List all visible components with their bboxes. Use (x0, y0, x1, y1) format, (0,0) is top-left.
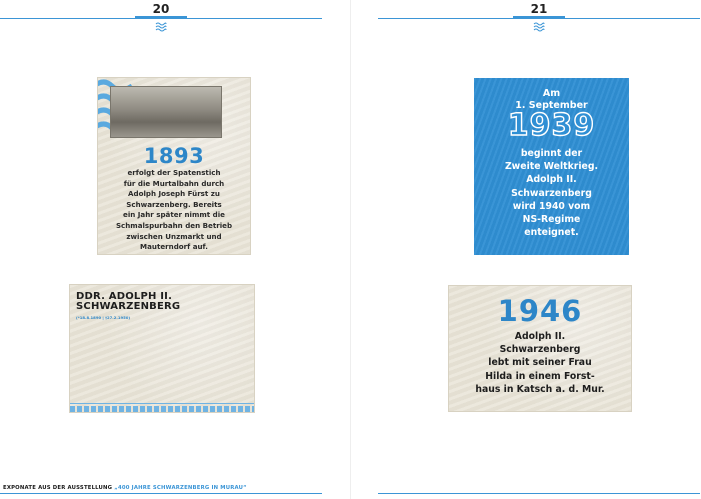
text-line: Zweite Weltkrieg. (504, 161, 599, 173)
text-line: Mauterndorf auf. (140, 242, 208, 252)
text-line: Schwarzenberg (511, 187, 592, 199)
title-line: SCHWARZENBERG (76, 301, 181, 312)
page-number: 20 (152, 2, 170, 16)
exhibit-card-1939 (474, 78, 629, 255)
text-line: Hilda in einem Forst- (485, 370, 595, 382)
year-heading: 1946 (497, 294, 583, 328)
text-line: NS-Regime (522, 214, 581, 226)
text-line: 1. September (515, 100, 588, 111)
text-line: Schwarzenberg (499, 344, 581, 356)
text-line: erfolgt der Spatenstich (127, 168, 221, 177)
year-heading: 1893 (143, 144, 205, 168)
stripe-decoration (70, 406, 254, 412)
text-line: lebt mit seiner Frau (488, 357, 592, 369)
footer-rule (378, 493, 700, 494)
footer-rule (0, 493, 322, 494)
text-line: ein Jahr später nimmt die (123, 210, 225, 220)
text-line: Schmalspurbahn den Betrieb (115, 220, 233, 230)
card-title (76, 292, 251, 312)
life-dates: (*18.8.1890 | †27.2.1950) (76, 315, 131, 320)
page-number: 21 (530, 2, 548, 16)
exhibit-card-1946 (449, 286, 631, 411)
text-line: Adolph Joseph Fürst zu (128, 189, 220, 199)
text-line: Schwarzenberg. Bereits (126, 199, 222, 209)
wave-logo-icon (533, 21, 545, 33)
card-text (104, 168, 244, 253)
page-number-bar (513, 16, 565, 19)
text-line: zwischen Unzmarkt und (126, 231, 222, 241)
footer (3, 485, 247, 491)
card-text (453, 330, 627, 396)
divider (70, 403, 254, 404)
footer-highlight: „400 JAHRE SCHWARZENBERG IN MURAU“ (114, 485, 247, 491)
historic-photo (110, 86, 222, 138)
wave-logo-icon (155, 21, 167, 33)
year-heading: 1939 (507, 108, 596, 143)
text-line: wird 1940 vom (512, 200, 591, 212)
text-line: Adolph II. (526, 174, 577, 186)
text-line: beginnt der (520, 148, 583, 159)
exhibit-card-1893 (98, 78, 250, 254)
footer-prefix: EXPONATE AUS DER AUSSTELLUNG (3, 485, 115, 491)
title-line: DDR. ADOLPH II. (76, 291, 173, 302)
page-number-bar (135, 16, 187, 19)
text-line: Adolph II. (514, 331, 566, 342)
text-line: Am (542, 88, 561, 99)
text-line: haus in Katsch a. d. Mur. (475, 383, 605, 395)
left-page (0, 0, 350, 499)
text-line: enteignet. (524, 227, 579, 239)
text-line: für die Murtalbahn durch (123, 178, 225, 188)
card-text (478, 147, 625, 239)
exhibit-card-adolph (70, 285, 254, 412)
